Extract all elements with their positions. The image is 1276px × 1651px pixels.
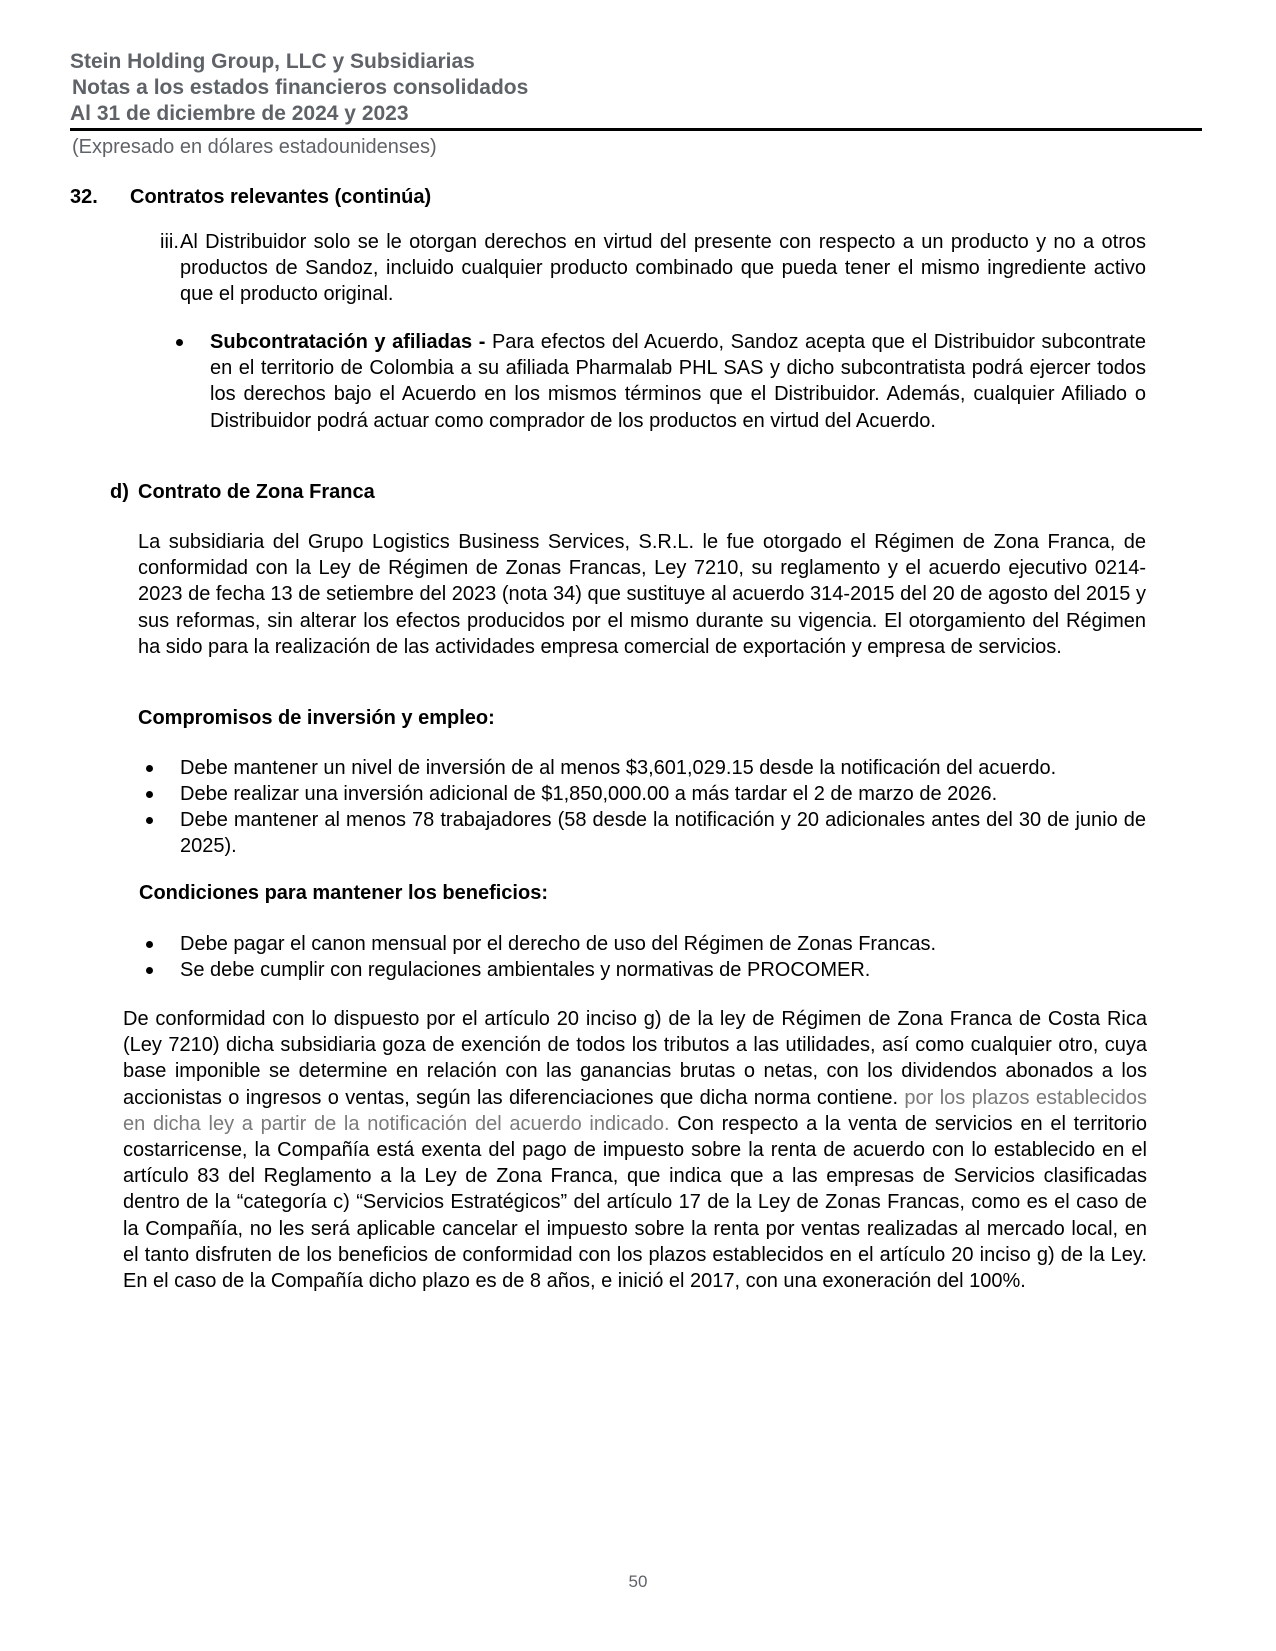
subcontracting-text: Para efectos del Acuerdo, Sandoz acepta que el Distribuidor subcontrate en el territorio de Colombia a su afiliada Pharmalab PHL SAS y dicho subcontratista podrá ejercer todos los derechos bajo el Acuerdo en los mismos términos que el Distribuidor. Además, cualquier Afiliado o Distribuidor podrá actuar como comprador de los productos en virtud del Acuerdo.: [210, 331, 1146, 432]
closing-text-part2: Con respecto a la venta de servicios en el territorio costarricense, la Compañía está exenta del pago de impuesto sobre la renta de acuerdo con lo establecido en el artículo 83 del Reglamento a la Ley de Zona Franca, que indica que a las empresas de Servicios clasificadas dentro de la “categoría c) “Servicios Estratégicos” del artículo 17 de la Ley de Zonas Francas, como es el caso de la Compañía, no les será aplicable cancelar el impuesto sobre la renta por ventas realizadas al mercado local, en el tanto disfruten de los beneficios de conformidad con los plazos establecidos en el artículo 20 inciso g) de la Ley. En el caso de la Compañía dicho plazo es de 8 años, e inició el 2017, con una exoneración del 100%.: [123, 1112, 1147, 1293]
commitment-item: Debe mantener un nivel de inversión de al menos $3,601,029.15 desde la notificación del acuerdo.: [180, 757, 1057, 779]
currency-note: (Expresado en dólares estadounidenses): [72, 136, 437, 158]
conditions-heading: Condiciones para mantener los beneficios:: [139, 882, 548, 904]
commitments-heading: Compromisos de inversión y empleo:: [138, 707, 495, 729]
period-title: Al 31 de diciembre de 2024 y 2023: [70, 102, 409, 125]
bullet-icon: [146, 817, 153, 824]
bullet-icon: [176, 339, 183, 346]
zona-franca-intro: La subsidiaria del Grupo Logistics Business Services, S.R.L. le fue otorgado el Régimen de Zona Franca, de conformidad con la Ley de Régimen de Zonas Francas, Ley 7210, su reglamento y el acuerdo ejecutivo 0214-2023 de fecha 13 de setiembre del 2023 (nota 34) que sustituye al acuerdo 314-2015 del 20 de agosto del 2015 y sus reformas, sin alterar los efectos producidos por el mismo durante su vigencia. El otorgamiento del Régimen ha sido para la realización de las actividades empresa comercial de exportación y empresa de servicios.: [138, 531, 1146, 658]
section-title: Contratos relevantes (continúa): [130, 186, 432, 208]
item-iii-text: Al Distribuidor solo se le otorgan derechos en virtud del presente con respecto a un producto y no a otros productos de Sandoz, incluido cualquier producto combinado que pueda tener el mismo ingrediente activo que el producto original.: [180, 231, 1146, 306]
commitment-item: Debe mantener al menos 78 trabajadores (58 desde la notificación y 20 adicionales antes del 30 de junio de 2025).: [180, 809, 1146, 858]
condition-item: Se debe cumplir con regulaciones ambientales y normativas de PROCOMER.: [180, 959, 871, 981]
bullet-icon: [146, 765, 153, 772]
company-name: Stein Holding Group, LLC y Subsidiarias: [70, 50, 475, 73]
header-divider: [70, 128, 1202, 131]
subsection-d-marker: d): [110, 481, 129, 503]
closing-text-part1: De conformidad con lo dispuesto por el artículo 20 inciso g) de la ley de Régimen de Zona Franca de Costa Rica (Ley 7210) dicha subsidiaria goza de exención de todos los tributos a las utilidades, así como cualquier otro, cuya base imponible se determine en relación con las ganancias brutas o netas, con los dividendos abonados a los accionistas o ingresos o ventas, según las diferenciaciones que dicha norma contiene.: [123, 1008, 1147, 1109]
subcontracting-label: Subcontratación y afiliadas -: [210, 331, 486, 353]
subsection-d-title: Contrato de Zona Franca: [138, 481, 375, 503]
closing-paragraph: [123, 1006, 1147, 1294]
page-number: 50: [628, 1572, 648, 1591]
condition-item: Debe pagar el canon mensual por el derecho de uso del Régimen de Zonas Francas.: [180, 933, 937, 955]
bullet-icon: [146, 791, 153, 798]
bullet-icon: [146, 941, 153, 948]
commitment-item: Debe realizar una inversión adicional de $1,850,000.00 a más tardar el 2 de marzo de 2026.: [180, 783, 998, 805]
closing-grey-text: por los plazos establecidos en dicha ley a partir de la notificación del acuerdo indicado.: [123, 1086, 1147, 1135]
item-iii-marker: iii.: [160, 231, 179, 253]
subcontracting-paragraph: [210, 329, 1146, 434]
section-number: 32.: [70, 186, 98, 208]
notes-title: Notas a los estados financieros consolidados: [72, 76, 529, 99]
bullet-icon: [146, 967, 153, 974]
